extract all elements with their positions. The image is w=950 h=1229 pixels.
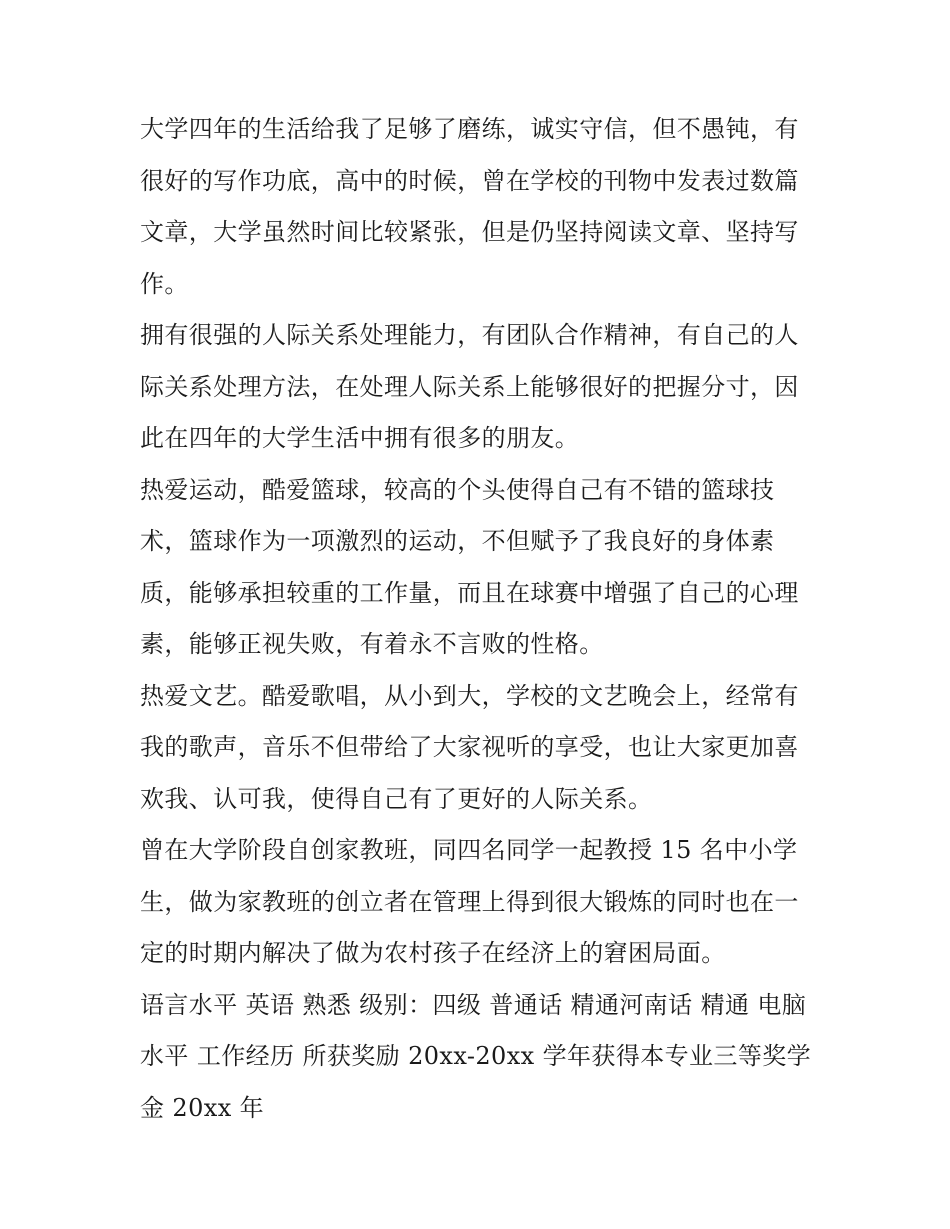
- text-line: 语言水平 英语 熟悉 级别：四级 普通话 精通河南话 精通 电脑: [140, 990, 807, 1019]
- text-line: 定的时期内解决了做为农村孩子在经济上的窘困局面。: [140, 939, 726, 967]
- text-line: 曾在大学阶段自创家教班，同四名同学一起教授 15 名中小学: [140, 836, 798, 864]
- text-line: 拥有很强的人际关系处理能力，有团队合作精神，有自己的人: [140, 321, 799, 349]
- text-line: 素，能够正视失败，有着永不言败的性格。: [140, 630, 604, 658]
- text-line: 很好的写作功底，高中的时候，曾在学校的刊物中发表过数篇: [140, 166, 799, 195]
- text-line: 质，能够承担较重的工作量，而且在球赛中增强了自己的心理: [140, 578, 799, 607]
- text-line: 大学四年的生活给我了足够了磨练，诚实守信，但不愚钝，有: [140, 115, 799, 143]
- text-line: 此在四年的大学生活中拥有很多的朋友。: [140, 424, 580, 452]
- text-line: 热爱运动，酷爱篮球，较高的个头使得自己有不错的篮球技: [140, 475, 775, 504]
- text-line: 我的歌声，音乐不但带给了大家视听的享受，也让大家更加喜: [140, 733, 799, 761]
- text-line: 际关系处理方法，在处理人际关系上能够很好的把握分寸，因: [140, 372, 799, 401]
- text-line: 作。: [140, 269, 189, 298]
- text-line: 生，做为家教班的创立者在管理上得到很大锻炼的同时也在一: [140, 887, 799, 916]
- text-line: 水平 工作经历 所获奖励 20xx-20xx 学年获得本专业三等奖学: [140, 1042, 812, 1070]
- text-line: 欢我、认可我，使得自己有了更好的人际关系。: [140, 784, 653, 813]
- document-body: [140, 104, 820, 1134]
- text-line: 术，篮球作为一项激烈的运动，不但赋予了我良好的身体素: [140, 527, 775, 555]
- text-line: 文章，大学虽然时间比较紧张，但是仍坚持阅读文章、坚持写: [140, 218, 799, 246]
- text-line: 热爱文艺。酷爱歌唱，从小到大，学校的文艺晚会上，经常有: [140, 681, 799, 710]
- text-line: 金 20xx 年: [140, 1093, 265, 1122]
